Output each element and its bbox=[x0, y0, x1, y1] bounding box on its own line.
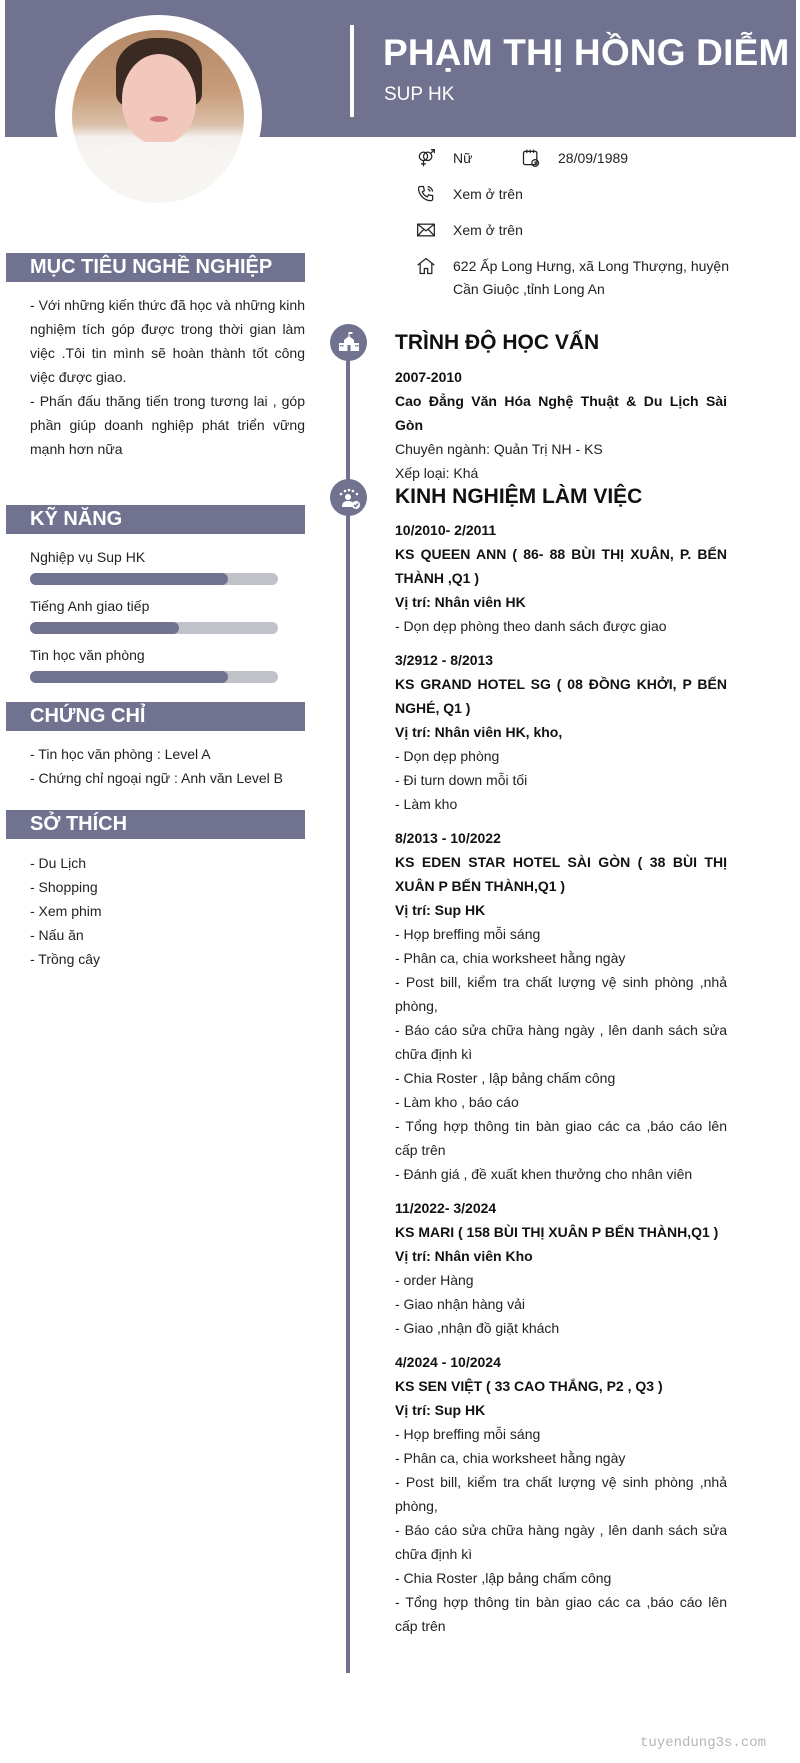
job-position: Vị trí: Nhân viên HK bbox=[395, 594, 526, 610]
job-position: Vị trí: Nhân viên HK, kho, bbox=[395, 724, 563, 740]
education-heading: TRÌNH ĐỘ HỌC VẤN bbox=[395, 331, 600, 354]
job-entry bbox=[395, 826, 727, 1186]
job-duty: - Làm kho bbox=[395, 796, 458, 812]
education-period: 2007-2010 bbox=[395, 369, 462, 385]
home-icon bbox=[415, 255, 437, 277]
job-duty: - Giao ,nhận đồ giặt khách bbox=[395, 1320, 560, 1336]
hobby-item: - Shopping bbox=[30, 879, 98, 895]
skill-bar bbox=[30, 671, 278, 683]
avatar-face bbox=[122, 54, 196, 144]
skill-bar bbox=[30, 573, 278, 585]
certificates-heading: CHỨNG CHỈ bbox=[6, 702, 305, 731]
skill-bar-fill bbox=[30, 671, 228, 683]
education-entry bbox=[395, 365, 727, 485]
candidate-name: PHẠM THỊ HỒNG DIỄM bbox=[383, 32, 790, 73]
job-duty: - Dọn dẹp phòng theo danh sách được giao bbox=[395, 618, 667, 634]
phone-value: Xem ở trên bbox=[453, 186, 523, 202]
job-position: Vị trí: Nhân viên Kho bbox=[395, 1248, 533, 1264]
email-value: Xem ở trên bbox=[453, 222, 523, 238]
contact-email bbox=[415, 219, 523, 242]
job-duty: - Đánh giá , đề xuất khen thưởng cho nhân viên bbox=[395, 1166, 693, 1182]
avatar-shirt bbox=[82, 142, 234, 203]
job-position: Vị trí: Sup HK bbox=[395, 902, 486, 918]
certificate-item: - Chứng chỉ ngoại ngữ : Anh văn Level B bbox=[30, 770, 284, 786]
skill-bar-fill bbox=[30, 622, 179, 634]
job-duty: - Họp breffing mỗi sáng bbox=[395, 926, 541, 942]
skill-item bbox=[30, 596, 280, 634]
job-duty: - Phân ca, chia worksheet hằng ngày bbox=[395, 1450, 626, 1466]
job-company: KS QUEEN ANN ( 86- 88 BÙI THỊ XUÂN, P. BẾN THÀNH ,Q1 ) bbox=[395, 546, 727, 586]
objective-text bbox=[30, 293, 305, 461]
job-company: KS SEN VIỆT ( 33 CAO THẮNG, P2 , Q3 ) bbox=[395, 1378, 663, 1394]
job-position: Vị trí: Sup HK bbox=[395, 1402, 486, 1418]
education-major: Chuyên ngành: Quản Trị NH - KS bbox=[395, 441, 603, 457]
birthday-value: 28/09/1989 bbox=[558, 150, 629, 166]
job-duty: - Họp breffing mỗi sáng bbox=[395, 1426, 541, 1442]
certificates-list bbox=[30, 742, 305, 790]
address-value: 622 Ấp Long Hưng, xã Long Thượng, huyện Cần Giuộc ,tỉnh Long An bbox=[453, 258, 729, 297]
objective-paragraph: - Phấn đấu thăng tiến trong tương lai , góp phần giúp doanh nghiệp phát triển vững mạnh hơn nữa bbox=[30, 393, 305, 457]
job-period: 3/2912 - 8/2013 bbox=[395, 652, 494, 668]
education-grade: Xếp loại: Khá bbox=[395, 465, 479, 481]
hobbies-heading: SỞ THÍCH bbox=[6, 810, 305, 839]
skill-item bbox=[30, 645, 280, 683]
job-duty: - Dọn dẹp phòng bbox=[395, 748, 500, 764]
job-duty: - Làm kho , báo cáo bbox=[395, 1094, 519, 1110]
skill-label: Nghiệp vụ Sup HK bbox=[30, 549, 146, 565]
skill-bar bbox=[30, 622, 278, 634]
job-duty: - Tổng hợp thông tin bàn giao các ca ,báo cáo lên cấp trên bbox=[395, 1594, 727, 1634]
skill-label: Tiếng Anh giao tiếp bbox=[30, 598, 150, 614]
job-duty: - Chia Roster ,lập bảng chấm công bbox=[395, 1570, 612, 1586]
job-duty: - Giao nhận hàng vải bbox=[395, 1296, 525, 1312]
job-duty: - Đi turn down mỗi tối bbox=[395, 772, 528, 788]
name-divider bbox=[350, 25, 354, 117]
skill-label: Tin học văn phòng bbox=[30, 647, 145, 663]
experience-heading: KINH NGHIỆM LÀM VIỆC bbox=[395, 485, 643, 508]
phone-icon bbox=[415, 183, 437, 205]
job-period: 11/2022- 3/2024 bbox=[395, 1200, 497, 1216]
job-period: 10/2010- 2/2011 bbox=[395, 522, 497, 538]
hobby-item: - Nấu ăn bbox=[30, 927, 84, 943]
mail-icon bbox=[415, 219, 437, 241]
school-icon bbox=[330, 324, 367, 361]
job-period: 8/2013 - 10/2022 bbox=[395, 830, 501, 846]
gender-icon bbox=[415, 147, 437, 169]
job-duty: - Phân ca, chia worksheet hằng ngày bbox=[395, 950, 626, 966]
timeline-line bbox=[346, 340, 350, 1673]
contact-address bbox=[415, 255, 755, 301]
rated-user-icon bbox=[330, 479, 367, 516]
gender-value: Nữ bbox=[453, 150, 473, 166]
skills-heading: KỸ NĂNG bbox=[6, 505, 305, 534]
job-entry bbox=[395, 648, 727, 816]
avatar bbox=[72, 30, 244, 203]
contact-phone bbox=[415, 183, 523, 206]
job-duty: - Tổng hợp thông tin bàn giao các ca ,báo cáo lên cấp trên bbox=[395, 1118, 727, 1158]
job-company: KS GRAND HOTEL SG ( 08 ĐỒNG KHỞI, P BẾN NGHÉ, Q1 ) bbox=[395, 676, 727, 716]
calendar-icon bbox=[520, 147, 542, 169]
education-school: Cao Đẳng Văn Hóa Nghệ Thuật & Du Lịch Sài Gòn bbox=[395, 393, 727, 433]
job-duty: - Chia Roster , lập bảng chấm công bbox=[395, 1070, 616, 1086]
hobby-item: - Du Lịch bbox=[30, 855, 87, 871]
skill-bar-fill bbox=[30, 573, 228, 585]
job-duty: - Báo cáo sửa chữa hàng ngày , lên danh sách sửa chữa định kì bbox=[395, 1522, 727, 1562]
certificate-item: - Tin học văn phòng : Level A bbox=[30, 746, 211, 762]
job-company: KS MARI ( 158 BÙI THỊ XUÂN P BẾN THÀNH,Q1 ) bbox=[395, 1224, 719, 1240]
watermark: tuyendung3s.com bbox=[640, 1735, 767, 1751]
job-title: SUP HK bbox=[384, 84, 455, 105]
job-entry bbox=[395, 1196, 727, 1340]
job-duty: - Báo cáo sửa chữa hàng ngày , lên danh sách sửa chữa định kì bbox=[395, 1022, 727, 1062]
job-duty: - Post bill, kiểm tra chất lượng vệ sinh phòng ,nhả phòng, bbox=[395, 1474, 727, 1514]
job-company: KS EDEN STAR HOTEL SÀI GÒN ( 38 BÙI THỊ XUÂN P BẾN THÀNH,Q1 ) bbox=[395, 854, 727, 894]
objective-heading: MỤC TIÊU NGHỀ NGHIỆP bbox=[6, 253, 305, 282]
job-entry bbox=[395, 518, 727, 638]
job-duty: - Post bill, kiểm tra chất lượng vệ sinh phòng ,nhả phòng, bbox=[395, 974, 727, 1014]
hobby-item: - Trồng cây bbox=[30, 951, 101, 967]
job-duty: - order Hàng bbox=[395, 1272, 474, 1288]
objective-paragraph: - Với những kiến thức đã học và những kinh nghiệm tích góp được trong thời gian làm việc .Tôi tin mình sẽ hoàn thành tốt công việc được giao. bbox=[30, 297, 305, 385]
hobbies-list bbox=[30, 851, 305, 971]
hobby-item: - Xem phim bbox=[30, 903, 102, 919]
avatar-lips bbox=[150, 116, 168, 122]
contact-gender bbox=[415, 147, 472, 170]
contact-birthday bbox=[520, 147, 628, 170]
job-period: 4/2024 - 10/2024 bbox=[395, 1354, 501, 1370]
experience-list bbox=[395, 518, 727, 1648]
job-entry bbox=[395, 1350, 727, 1638]
skill-item bbox=[30, 547, 280, 585]
